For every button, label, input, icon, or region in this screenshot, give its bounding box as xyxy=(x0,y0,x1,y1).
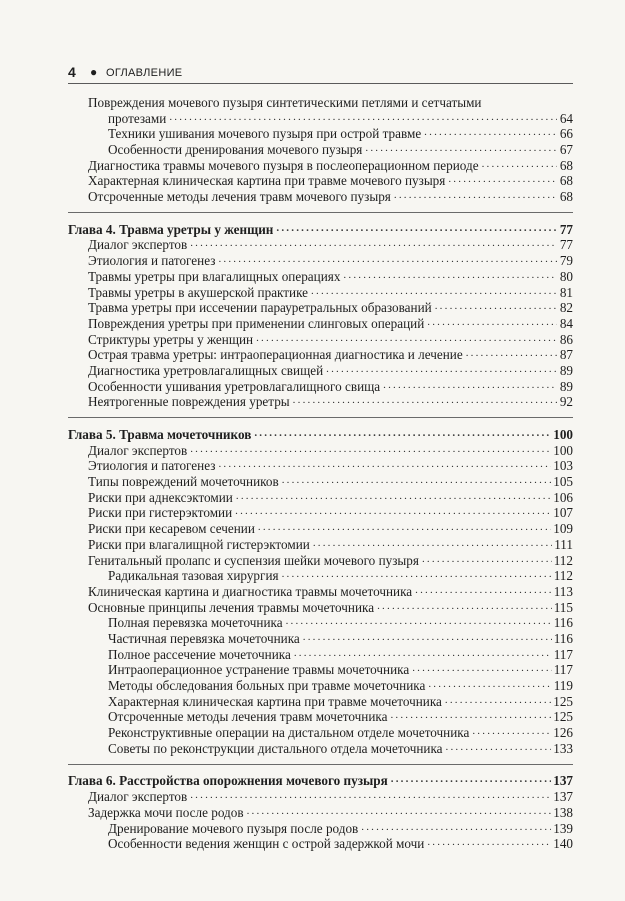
dot-leader xyxy=(326,366,557,376)
toc-entry-title: Риски при аднексэктомии xyxy=(88,489,233,505)
dot-leader xyxy=(236,493,551,503)
dot-leader xyxy=(448,176,557,186)
toc-entry-title: Особенности ушивания уретровлагалищного свища xyxy=(88,378,381,394)
toc-page-number: 82 xyxy=(559,300,573,316)
dot-leader xyxy=(427,839,551,849)
toc-page-number: 138 xyxy=(553,804,573,820)
toc-entry xyxy=(68,332,573,348)
toc-entry-continuation: протезами xyxy=(108,110,167,126)
dot-leader xyxy=(412,665,551,675)
dot-leader xyxy=(247,808,552,818)
toc-entry-title: Основные принципы лечения травмы мочеточника xyxy=(88,599,375,615)
section-divider xyxy=(68,212,573,213)
toc-entry xyxy=(68,709,573,725)
toc-entry-title: Диагностика уретровлагалищных свищей xyxy=(88,362,324,378)
toc-page-number: 112 xyxy=(553,568,573,584)
toc-entry xyxy=(68,238,573,254)
toc-entry xyxy=(68,836,573,852)
toc-entry-title: Частичная перевязка мочеточника xyxy=(108,630,300,646)
running-header xyxy=(68,63,573,84)
chapter-heading xyxy=(68,774,573,790)
toc-page-number: 116 xyxy=(553,630,573,646)
toc-entry xyxy=(68,285,573,301)
dot-leader xyxy=(293,397,557,407)
toc-page-number: 117 xyxy=(553,646,573,662)
toc-entry xyxy=(68,316,573,332)
toc-page-number: 111 xyxy=(554,536,573,552)
toc-entry-title: Повреждения мочевого пузыря синтетическими петлями и сетчатыми xyxy=(88,95,482,110)
toc-page-number: 139 xyxy=(553,820,573,836)
toc-entry-title: Особенности ведения женщин с острой задержкой мочи xyxy=(108,836,425,852)
dot-leader xyxy=(313,540,552,550)
toc-entry-title: Этиология и патогенез xyxy=(88,253,216,269)
toc-page-number: 133 xyxy=(553,740,573,756)
toc-entry-title: Характерная клиническая картина при травме мочевого пузыря xyxy=(88,173,446,189)
toc-entry xyxy=(68,537,573,553)
dot-leader xyxy=(361,823,551,833)
toc-entry-title: Типы повреждений мочеточников xyxy=(88,474,279,490)
toc-entry-title: Полная перевязка мочеточника xyxy=(108,615,283,631)
toc-entry xyxy=(68,805,573,821)
toc-entry-title: Диалог экспертов xyxy=(88,237,188,253)
toc-page-number: 79 xyxy=(559,253,573,269)
toc-page-number: 84 xyxy=(559,315,573,331)
toc-entry xyxy=(68,126,573,142)
toc-entry-title: Риски при гистерэктомии xyxy=(88,505,233,521)
toc-entry xyxy=(68,394,573,410)
toc-page-number: 89 xyxy=(559,362,573,378)
toc-entry-title: Травма уретры при иссечении парауретральных образований xyxy=(88,300,432,316)
dot-leader xyxy=(282,477,552,487)
toc-entry xyxy=(68,111,573,127)
chapter-title: Глава 6. Расстройства опорожнения мочевого пузыря xyxy=(68,773,388,789)
toc-page-number: 107 xyxy=(553,505,573,521)
toc-page-number: 89 xyxy=(559,378,573,394)
toc-entry xyxy=(68,662,573,678)
toc-entry-title: Отсроченные методы лечения травм мочеточника xyxy=(108,709,388,725)
dot-leader xyxy=(394,192,557,202)
toc-entry-title: Интраоперационное устранение травмы мочеточника xyxy=(108,662,410,678)
toc-page-number: 103 xyxy=(553,458,573,474)
toc-entry xyxy=(68,568,573,584)
dot-leader xyxy=(258,524,551,534)
toc-page-number: 126 xyxy=(553,725,573,741)
toc-entry-title: Стриктуры уретры у женщин xyxy=(88,331,254,347)
toc-entry xyxy=(68,458,573,474)
toc-entry-title: Риски при влагалищной гистерэктомии xyxy=(88,536,310,552)
toc-entry xyxy=(68,741,573,757)
toc-entry xyxy=(68,474,573,490)
dot-leader xyxy=(482,160,557,170)
toc-entry xyxy=(68,553,573,569)
toc-page-number: 81 xyxy=(559,284,573,300)
dot-leader xyxy=(445,696,551,706)
toc-entry-title: Этиология и патогенез xyxy=(88,458,216,474)
dot-leader xyxy=(311,287,557,297)
toc-page-number: 109 xyxy=(553,521,573,537)
toc-page-number: 77 xyxy=(559,221,573,237)
toc-entry-title: Полное рассечение мочеточника xyxy=(108,646,291,662)
chapter-title: Глава 4. Травма уретры у женщин xyxy=(68,221,274,237)
dot-leader xyxy=(190,445,551,455)
toc-entry-title: Методы обследования больных при травме мочеточника xyxy=(108,678,426,694)
toc-entry-title: Особенности дренирования мочевого пузыря xyxy=(108,142,363,158)
toc-page-number: 68 xyxy=(559,173,573,189)
toc-page-number: 67 xyxy=(559,142,573,158)
toc-page-number: 125 xyxy=(553,693,573,709)
page-number: 4 xyxy=(68,64,76,80)
dot-leader xyxy=(218,461,551,471)
dot-leader xyxy=(383,381,557,391)
toc-entry xyxy=(68,647,573,663)
dot-leader xyxy=(415,587,552,597)
toc-entry xyxy=(68,678,573,694)
toc-page-number: 137 xyxy=(553,773,573,789)
toc-entry xyxy=(68,615,573,631)
toc-page-number: 115 xyxy=(553,599,573,615)
dot-leader xyxy=(190,792,551,802)
toc-entry-title: Неятрогенные повреждения уретры xyxy=(88,394,290,410)
toc-entry xyxy=(68,506,573,522)
toc-page-number: 64 xyxy=(559,110,573,126)
dot-leader xyxy=(294,649,552,659)
toc-entry xyxy=(68,269,573,285)
toc-entry xyxy=(68,142,573,158)
toc-page-number: 77 xyxy=(559,237,573,253)
dot-leader xyxy=(254,430,551,440)
toc-entry xyxy=(68,189,573,205)
toc-entry-title: Диалог экспертов xyxy=(88,789,188,805)
dot-leader xyxy=(446,744,552,754)
section-divider xyxy=(68,764,573,765)
dot-leader xyxy=(343,272,557,282)
dot-leader xyxy=(303,634,552,644)
dot-leader xyxy=(390,712,551,722)
dot-leader xyxy=(190,240,557,250)
toc-entry xyxy=(68,694,573,710)
bullet-icon: ● xyxy=(90,65,98,79)
toc-page-number: 140 xyxy=(553,836,573,852)
toc-page-number: 119 xyxy=(553,678,573,694)
toc-entry-title: Диагностика травмы мочевого пузыря в послеоперационном периоде xyxy=(88,157,479,173)
toc-entry xyxy=(68,443,573,459)
toc-entry xyxy=(68,158,573,174)
toc-entry xyxy=(68,173,573,189)
running-title: ОГЛАВЛЕНИЕ xyxy=(106,67,183,79)
toc-entry xyxy=(68,490,573,506)
dot-leader xyxy=(435,303,557,313)
chapter-heading xyxy=(68,427,573,443)
toc-entry-title: Отсроченные методы лечения травм мочевого пузыря xyxy=(88,189,391,205)
toc-entry-title: Травмы уретры в акушерской практике xyxy=(88,284,309,300)
toc-page-number: 117 xyxy=(553,662,573,678)
dot-leader xyxy=(424,129,557,139)
dot-leader xyxy=(218,256,557,266)
dot-leader xyxy=(282,571,552,581)
toc-page-number: 100 xyxy=(553,427,573,443)
toc-entry-title: Техники ушивания мочевого пузыря при острой травме xyxy=(108,126,422,142)
dot-leader xyxy=(422,555,552,565)
toc-page-number: 87 xyxy=(559,347,573,363)
toc-entry-title: Реконструктивные операции на дистальном отделе мочеточника xyxy=(108,725,470,741)
toc-page-number: 137 xyxy=(553,789,573,805)
toc-page-number: 100 xyxy=(553,442,573,458)
toc-entry-title: Клиническая картина и диагностика травмы мочеточника xyxy=(88,583,413,599)
chapter-title: Глава 5. Травма мочеточников xyxy=(68,427,252,443)
toc-page-number: 92 xyxy=(559,394,573,410)
dot-leader xyxy=(391,776,551,786)
toc-entry-title: Советы по реконструкции дистального отдела мочеточника xyxy=(108,740,443,756)
toc-entry xyxy=(68,789,573,805)
dot-leader xyxy=(286,618,552,628)
toc-page-number: 105 xyxy=(553,474,573,490)
toc-page-number: 66 xyxy=(559,126,573,142)
toc-entry xyxy=(68,600,573,616)
toc-entry xyxy=(68,584,573,600)
toc-entry-title: Повреждения уретры при применении слинговых операций xyxy=(88,315,425,331)
toc-entry-title: Острая травма уретры: интраоперационная диагностика и лечение xyxy=(88,347,463,363)
toc-entry-title: Дренирование мочевого пузыря после родов xyxy=(108,820,359,836)
dot-leader xyxy=(365,145,557,155)
toc-page-number: 106 xyxy=(553,489,573,505)
table-of-contents xyxy=(68,95,573,852)
toc-entry xyxy=(68,300,573,316)
toc-entry xyxy=(68,363,573,379)
toc-entry xyxy=(68,725,573,741)
dot-leader xyxy=(235,508,551,518)
dot-leader xyxy=(428,681,551,691)
toc-entry-title: Характерная клиническая картина при травме мочеточника xyxy=(108,693,442,709)
toc-entry xyxy=(68,379,573,395)
toc-entry-title: Травмы уретры при влагалищных операциях xyxy=(88,268,341,284)
toc-entry-title: Риски при кесаревом сечении xyxy=(88,521,255,537)
dot-leader xyxy=(276,225,557,235)
toc-entry-title: Задержка мочи после родов xyxy=(88,804,244,820)
toc-entry xyxy=(68,347,573,363)
toc-entry-title: Радикальная тазовая хирургия xyxy=(108,568,279,584)
toc-entry-title: Генитальный пролапс и суспензия шейки мочевого пузыря xyxy=(88,552,419,568)
toc-page-number: 113 xyxy=(553,583,573,599)
toc-entry xyxy=(68,821,573,837)
dot-leader xyxy=(169,113,557,123)
dot-leader xyxy=(466,350,557,360)
toc-page-number: 86 xyxy=(559,331,573,347)
toc-entry xyxy=(68,631,573,647)
toc-page-number: 116 xyxy=(553,615,573,631)
toc-entry-title: Диалог экспертов xyxy=(88,442,188,458)
chapter-heading xyxy=(68,222,573,238)
toc-page-number: 68 xyxy=(559,189,573,205)
section-divider xyxy=(68,417,573,418)
dot-leader xyxy=(256,334,557,344)
toc-page-number: 112 xyxy=(553,552,573,568)
toc-entry xyxy=(68,253,573,269)
toc-page-number: 80 xyxy=(559,268,573,284)
toc-page-number: 68 xyxy=(559,157,573,173)
dot-leader xyxy=(427,319,557,329)
dot-leader xyxy=(472,728,551,738)
toc-page-number: 125 xyxy=(553,709,573,725)
dot-leader xyxy=(377,602,552,612)
toc-entry xyxy=(68,521,573,537)
